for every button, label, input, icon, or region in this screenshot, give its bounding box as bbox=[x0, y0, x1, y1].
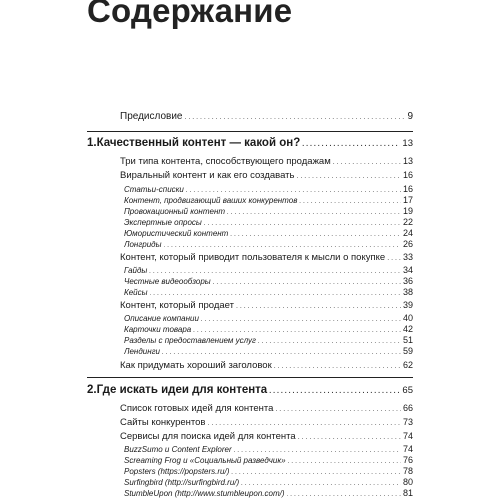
toc-subsection[interactable] bbox=[124, 206, 413, 216]
toc-subsection[interactable] bbox=[124, 265, 413, 275]
toc-entry-page: 66 bbox=[402, 403, 413, 413]
toc-entry-page: 74 bbox=[402, 444, 413, 454]
toc-entry-page: 73 bbox=[402, 417, 413, 427]
toc-entry-page: 80 bbox=[402, 477, 413, 487]
toc-entry-title: Лендинги bbox=[124, 347, 161, 356]
dot-leader bbox=[302, 137, 400, 149]
toc-entry-page: 19 bbox=[402, 206, 413, 216]
toc-entry-page: 22 bbox=[402, 217, 413, 227]
toc-entry-page: 36 bbox=[402, 276, 413, 286]
toc-subsection[interactable] bbox=[124, 335, 413, 345]
toc-entry-title: Статьи-списки bbox=[124, 185, 184, 194]
chapter-page: 13 bbox=[402, 138, 413, 149]
chapter-number: 1. bbox=[87, 137, 97, 149]
toc-entry-page: 39 bbox=[402, 300, 413, 310]
toc-entry-title: Провокационный контент bbox=[124, 207, 226, 216]
dot-leader bbox=[387, 252, 401, 263]
toc-entry-title: Три типа контента, способствующего продажам bbox=[120, 156, 331, 167]
toc-entry-page: 13 bbox=[402, 156, 413, 166]
toc-section[interactable] bbox=[120, 417, 413, 428]
toc-entry-title: Сайты конкурентов bbox=[120, 417, 206, 428]
toc-entry-title: Честные видеообзоры bbox=[124, 277, 211, 286]
dot-leader bbox=[274, 360, 401, 371]
toc-entry-page: 74 bbox=[402, 431, 413, 441]
toc-subsection[interactable] bbox=[124, 228, 413, 238]
toc-entry-page: 26 bbox=[402, 239, 413, 249]
toc-entry-title: Popsters (https://popsters.ru/) bbox=[124, 467, 230, 476]
toc-entry-title: Экспертные опросы bbox=[124, 218, 202, 227]
toc-section[interactable] bbox=[120, 300, 413, 311]
dot-leader bbox=[299, 196, 401, 205]
toc-subsection[interactable] bbox=[124, 346, 413, 356]
dot-leader bbox=[227, 207, 401, 216]
toc-entry-page: 34 bbox=[402, 265, 413, 275]
toc-subsection[interactable] bbox=[124, 488, 413, 498]
toc-entry-title: BuzzSumo и Content Explorer bbox=[124, 445, 232, 454]
toc-subsection[interactable] bbox=[124, 313, 413, 323]
dot-leader bbox=[333, 156, 401, 167]
toc-section[interactable] bbox=[120, 170, 413, 181]
toc-entry-page: 33 bbox=[402, 252, 413, 262]
dot-leader bbox=[149, 266, 401, 275]
chapter-number: 2. bbox=[87, 384, 97, 396]
toc-entry-title: Контент, продвигающий ваших конкурентов bbox=[124, 196, 298, 205]
dot-leader bbox=[234, 445, 401, 454]
toc-subsection[interactable] bbox=[124, 217, 413, 227]
toc-entry-page: 42 bbox=[402, 324, 413, 334]
chapter-page: 65 bbox=[402, 385, 413, 396]
dot-leader bbox=[258, 336, 401, 345]
dot-leader bbox=[275, 403, 401, 414]
dot-leader bbox=[201, 314, 401, 323]
toc-subsection[interactable] bbox=[124, 239, 413, 249]
toc-subsection[interactable] bbox=[124, 287, 413, 297]
chapter-divider bbox=[87, 131, 413, 132]
toc-entry-title: Разделы с предоставлением услуг bbox=[124, 336, 256, 345]
toc-entry-title: Предисловие bbox=[120, 111, 183, 122]
toc-chapter-2[interactable] bbox=[87, 384, 413, 396]
toc-entry-page: 24 bbox=[402, 228, 413, 238]
toc-entry-title: Список готовых идей для контента bbox=[120, 403, 274, 414]
toc-entry-page: 16 bbox=[402, 170, 413, 180]
toc-entry-title: Гайды bbox=[124, 266, 148, 275]
dot-leader bbox=[230, 229, 401, 238]
toc-chapter-1[interactable] bbox=[87, 137, 413, 149]
toc-entry-page: 38 bbox=[402, 287, 413, 297]
toc-section[interactable] bbox=[120, 252, 413, 263]
toc-entry-page: 9 bbox=[407, 111, 413, 122]
toc-entry-page: 59 bbox=[402, 346, 413, 356]
dot-leader bbox=[184, 111, 405, 122]
toc-entry-title: Юмористический контент bbox=[124, 229, 229, 238]
toc-entry-title: Screaming Frog и «Социальный разведчик» bbox=[124, 456, 286, 465]
toc-section[interactable] bbox=[120, 360, 413, 371]
dot-leader bbox=[162, 347, 401, 356]
toc-subsection[interactable] bbox=[124, 184, 413, 194]
toc-entry-title: Кейсы bbox=[124, 288, 148, 297]
chapter-title: Качественный контент — какой он? bbox=[96, 137, 301, 149]
toc-entry-page: 17 bbox=[402, 195, 413, 205]
toc-subsection[interactable] bbox=[124, 324, 413, 334]
toc-subsection[interactable] bbox=[124, 477, 413, 487]
dot-leader bbox=[186, 185, 401, 194]
toc-subsection[interactable] bbox=[124, 444, 413, 454]
chapter-title: Где искать идеи для контента bbox=[96, 384, 268, 396]
dot-leader bbox=[298, 431, 401, 442]
dot-leader bbox=[241, 478, 401, 487]
toc-entry-preface[interactable] bbox=[120, 111, 413, 122]
toc-subsection[interactable] bbox=[124, 466, 413, 476]
toc-section[interactable] bbox=[120, 403, 413, 414]
dot-leader bbox=[288, 456, 401, 465]
dot-leader bbox=[193, 325, 401, 334]
toc-entry-page: 16 bbox=[402, 184, 413, 194]
toc-section[interactable] bbox=[120, 431, 413, 442]
toc-entry-title: Как придумать хороший заголовок bbox=[120, 360, 272, 371]
toc-entry-title: Контент, который продает bbox=[120, 300, 234, 311]
toc-subsection[interactable] bbox=[124, 276, 413, 286]
toc-entry-page: 81 bbox=[402, 488, 413, 498]
toc-entry-page: 78 bbox=[402, 466, 413, 476]
toc-entry-title: StumbleUpon (http://www.stumbleupon.com/) bbox=[124, 489, 285, 498]
dot-leader bbox=[287, 489, 401, 498]
toc-entry-page: 62 bbox=[402, 360, 413, 370]
dot-leader bbox=[164, 240, 401, 249]
dot-leader bbox=[213, 277, 401, 286]
toc-entry-title: Лонгриды bbox=[124, 240, 162, 249]
dot-leader bbox=[204, 218, 401, 227]
page-title: Содержание bbox=[87, 0, 293, 29]
toc-entry-title: Описание компании bbox=[124, 314, 199, 323]
dot-leader bbox=[207, 417, 401, 428]
dot-leader bbox=[296, 170, 401, 181]
toc-subsection[interactable] bbox=[124, 195, 413, 205]
toc-section[interactable] bbox=[120, 156, 413, 167]
dot-leader bbox=[269, 384, 400, 396]
dot-leader bbox=[236, 300, 401, 311]
toc-entry-title: Контент, который приводит пользователя к мысли о покупке bbox=[120, 252, 386, 263]
toc-entry-page: 76 bbox=[402, 455, 413, 465]
dot-leader bbox=[231, 467, 401, 476]
toc-entry-page: 51 bbox=[402, 335, 413, 345]
toc-entry-title: Сервисы для поиска идей для контента bbox=[120, 431, 296, 442]
chapter-divider bbox=[87, 377, 413, 378]
toc-entry-title: Виральный контент и как его создавать bbox=[120, 170, 295, 181]
toc-entry-page: 40 bbox=[402, 313, 413, 323]
toc-subsection[interactable] bbox=[124, 455, 413, 465]
toc-entry-title: Карточки товара bbox=[124, 325, 192, 334]
toc-entry-title: Surfingbird (http://surfingbird.ru/) bbox=[124, 478, 240, 487]
dot-leader bbox=[150, 288, 401, 297]
